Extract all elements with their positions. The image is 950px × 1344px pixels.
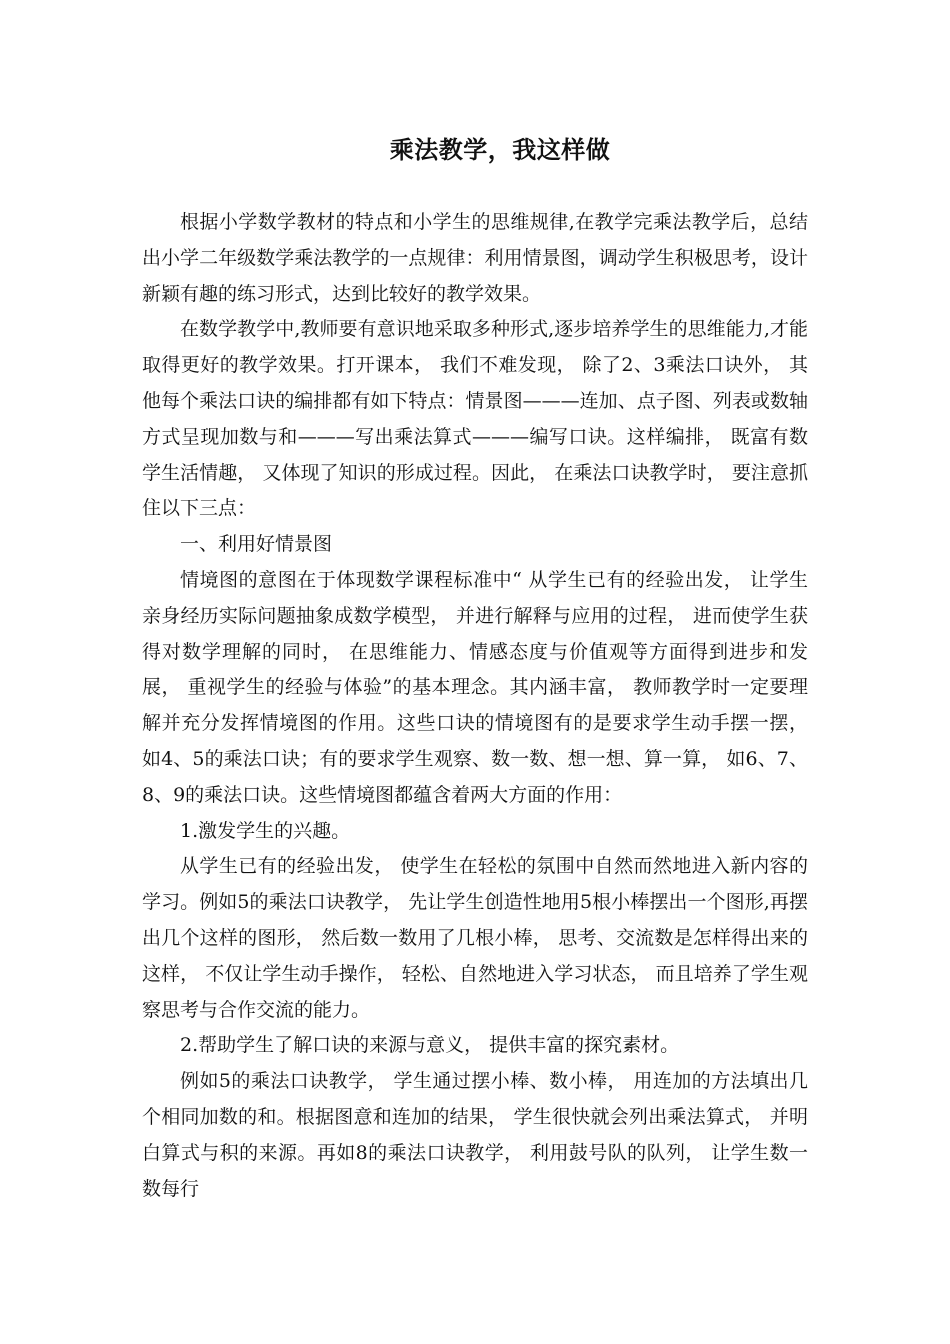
document-body (142, 205, 808, 1207)
subsection-heading: 1.激发学生的兴趣。 (180, 819, 351, 842)
subsection-heading: 2.帮助学生了解口诀的来源与意义， 提供丰富的探究素材。 (180, 1034, 680, 1057)
paragraph: 情境图的意图在于体现数学课程标准中“ 从学生已有的经验出发， 让学生亲身经历实际问题抽象成数学模型， 并进行解释与应用的过程， 进而使学生获得对数学理解的同时， 在思维能力、情感态度与价值观等方面得到进步和发展， 重视学生的经验与体验”的基本理念。其内涵丰富， 教师教学时一定要理解并充分发挥情境图的作用。这些口诀的情境图有的是要求学生动手摆一摆， 如4、5的乘法口诀；有的要求学生观察、数一数、想一想、算一算， 如6、7、8、9的乘法口诀。这些情境图都蕴含着两大方面的作用： (142, 568, 808, 806)
section-heading: 一、利用好情景图 (180, 533, 333, 556)
paragraph: 在数学教学中,教师要有意识地采取多种形式,逐步培养学生的思维能力,才能取得更好的教学效果。打开课本， 我们不难发现， 除了2、3乘法口诀外， 其他每个乘法口诀的编排都有如下特点：情景图———连加、点子图、列表或数轴方式呈现加数与和———写出乘法算式———编写口诀。这样编排， 既富有数学生活情趣， 又体现了知识的形成过程。因此， 在乘法口诀教学时， 要注意抓住以下三点： (142, 318, 808, 520)
paragraph: 根据小学数学教材的特点和小学生的思维规律,在教学完乘法教学后，总结出小学二年级数学乘法教学的一点规律：利用情景图，调动学生积极思考，设计新颖有趣的练习形式，达到比较好的教学效果。 (142, 211, 808, 305)
document-title: 乘法教学，我这样做 (389, 135, 611, 164)
paragraph: 从学生已有的经验出发， 使学生在轻松的氛围中自然而然地进入新内容的学习。例如5的乘法口诀教学， 先让学生创造性地用5根小棒摆出一个图形,再摆出几个这样的图形， 然后数一数用了几根小棒， 思考、交流数是怎样得出来的这样， 不仅让学生动手操作， 轻松、自然地进入学习状态， 而且培养了学生观察思考与合作交流的能力。 (142, 855, 808, 1021)
paragraph: 例如5的乘法口诀教学， 学生通过摆小棒、数小棒， 用连加的方法填出几个相同加数的和。根据图意和连加的结果， 学生很快就会列出乘法算式， 并明白算式与积的来源。再如8的乘法口诀教学， 利用鼓号队的队列， 让学生数一数每行 (142, 1070, 808, 1200)
